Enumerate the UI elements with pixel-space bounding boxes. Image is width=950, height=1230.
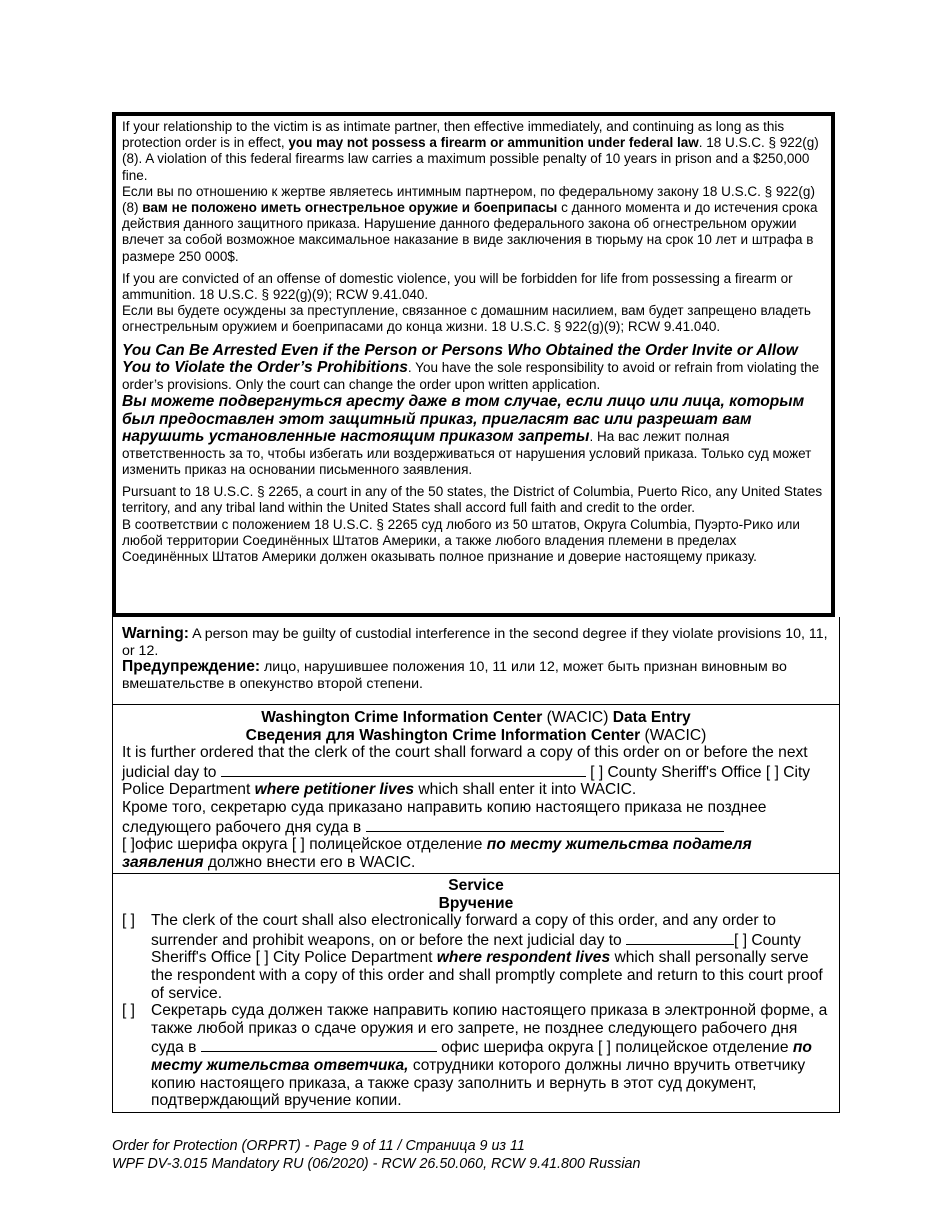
- service-checkbox-en[interactable]: [ ]: [122, 912, 135, 930]
- service-title: Service: [448, 877, 504, 894]
- warning-text-ru: Предупреждение: лицо, нарушившее положения 10, 11 или 12, может быть признан виновным во вмешательстве в опекунство второй степени.: [122, 658, 787, 692]
- federal-firearm-text-ru: Если вы по отношению к жертве являетесь интимным партнером, по федеральному закону 18 U.S.C. § 922(g)(8) вам не положено иметь огнестрельное оружие и боеприпасы с данного момента и до истечения срока действия данного защитного приказа. Нарушение данного федерального закона об огнестрельном оружии влечет за собой возможное максимальное наказание в виде заключения в тюрьму на срок 10 лет и штрафа в размере 250 000$.: [122, 183, 818, 264]
- service-agency-blank[interactable]: [626, 930, 734, 945]
- wacic-title: Washington Crime Information Center (WACIC) Data Entry: [261, 709, 691, 726]
- service-agency-blank-ru[interactable]: [201, 1037, 437, 1052]
- warning-label: Warning:: [122, 625, 189, 642]
- service-section: [113, 874, 839, 1110]
- dv-text-ru: Если вы будете осуждены за преступление, связанное с домашним насилием, вам будет запрещено владеть огнестрельным оружием и боеприпасами до конца жизни. 18 U.S.C. § 922(g)(9); RCW 9.41.040.: [122, 303, 811, 335]
- full-faith-text-ru: В соответствии с положением 18 U.S.C. § 2265 суд любого из 50 штатов, Округа Columbia, Пуэрто-Рико или любой территории Соединённых Штатов Америки, а также любого владения племени в пределах Соединённых Штатов Америки должен оказывать полное признание и доверие настоящему приказу.: [122, 516, 800, 565]
- wacic-body-ru: Кроме того, секретарю суда приказано направить копию настоящего приказа не позднее следующего рабочего дня суда в [ ]офис шерифа округа [ ] полицейское отделение по месту жительства подателя заявления должно внести его в WACIC.: [122, 798, 767, 871]
- order-sections: [112, 617, 840, 1113]
- service-item-en: [ ] The clerk of the court shall also electronically forward a copy of this order, and any order to surrender and prohibit weapons, on or before the next judicial day to [ ] County Sheriff's Office [ ] City Police Department where respondent lives which shall personally serve the respondent with a copy of this order and shall promptly complete and return to this court proof of service.: [122, 912, 823, 1002]
- service-item-ru: [ ] Секретарь суда должен также направить копию настоящего приказа в электронной форме, а также любой приказ о сдаче оружия и его запрете, не позднее следующего рабочего дня суда в офис шерифа округа [ ] полицейское отделение по месту жительства ответчика, сотрудники которого должны лично вручить ответчику копию настоящего приказа, а также сразу заполнить и вернуть в этот суд документ, подтверждающий вручение копии.: [122, 1002, 828, 1110]
- footer-line-2: WPF DV-3.015 Mandatory RU (06/2020) - RCW 26.50.060, RCW 9.41.800 Russian: [112, 1156, 641, 1172]
- warning-section: [113, 617, 839, 705]
- page-footer: [112, 1137, 640, 1173]
- arrest-text-en: You Can Be Arrested Even if the Person or Persons Who Obtained the Order Invite or Allow You to Violate the Order’s Prohibitions. You have the sole responsibility to avoid or refrain from violating the order’s provisions. Only the court can change the order upon written application.: [122, 341, 820, 392]
- wacic-section: [113, 705, 839, 874]
- firearms-notice-box: [112, 112, 835, 617]
- warning-label-ru: Предупреждение:: [122, 658, 261, 676]
- dv-text-en: If you are convicted of an offense of domestic violence, you will be forbidden for life from possessing a firearm or ammunition. 18 U.S.C. § 922(g)(9); RCW 9.41.040.: [122, 270, 793, 303]
- full-faith-notice: [122, 484, 825, 565]
- wacic-title-ru: Сведения для Washington Crime Information Center (WACIC): [245, 726, 707, 744]
- federal-firearm-notice: [122, 119, 825, 265]
- federal-firearm-text-en: If your relationship to the victim is as intimate partner, then effective immediately, and continuing as long as this protection order is in effect, you may not possess a firearm or ammunition under federal law. 18 U.S.C. § 922(g)(8). A violation of this federal firearms law carries a maximum possible penalty of 10 years in prison and a $250,000 fine.: [122, 119, 819, 183]
- domestic-violence-notice: [122, 271, 825, 336]
- arrest-notice: [122, 342, 825, 479]
- service-title-ru: Вручение: [438, 894, 514, 912]
- arrest-text-ru: Вы можете подвергнуться аресту даже в том случае, если лицо или лица, которым был предоставлен этот защитный приказ, пригласят вас или разрешат вам нарушить установленные настоящим приказом запреты. На вас лежит полная ответственность за то, чтобы избегать или воздерживаться от нарушения условий приказа. Только суд может изменить приказ на основании письменного заявления.: [122, 393, 812, 478]
- service-checkbox-ru[interactable]: [ ]: [122, 1002, 135, 1020]
- wacic-body-en: It is further ordered that the clerk of the court shall forward a copy of this order on or before the next judicial day to [ ] County Sheriff's Office [ ] City Police Department where petitioner lives which shall enter it into WACIC.: [122, 744, 811, 799]
- agency-blank-ru[interactable]: [366, 817, 724, 832]
- full-faith-text-en: Pursuant to 18 U.S.C. § 2265, a court in any of the 50 states, the District of Columbia, Puerto Rico, any United States territory, and any tribal land within the United States shall accord full faith and credit to the order.: [122, 484, 823, 516]
- footer-line-1: Order for Protection (ORPRT) - Page 9 of 11 / Страница 9 из 11: [112, 1138, 525, 1154]
- warning-text-en: Warning: A person may be guilty of custodial interference in the second degree if they violate provisions 10, 11, or 12.: [122, 625, 828, 659]
- agency-blank[interactable]: [221, 762, 586, 777]
